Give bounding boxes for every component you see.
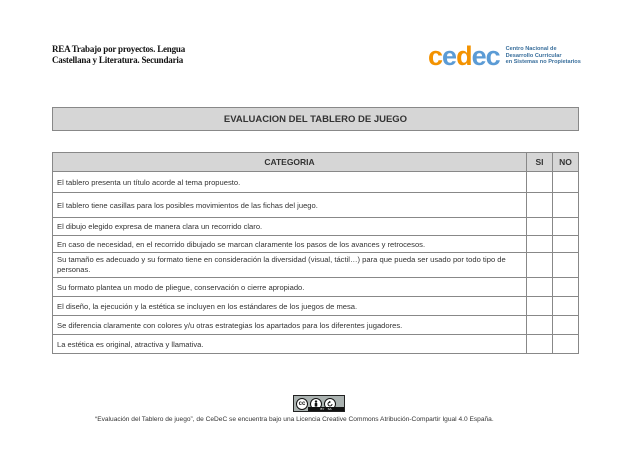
table-row [53, 297, 579, 316]
no-checkbox-cell[interactable] [553, 316, 579, 335]
cedec-logo-wordmark [428, 42, 500, 70]
criterion-cell: El tablero presenta un título acorde al tema propuesto. [53, 172, 527, 193]
license-footer-text: “Evaluación del Tablero de juego”, de CeDeC se encuentra bajo una Licencia Creative Commons Atribución-Compartir Igual 4.0 España. [95, 416, 494, 423]
table-row [53, 172, 579, 193]
no-checkbox-cell[interactable] [553, 236, 579, 253]
cc-icon: cc [296, 398, 308, 410]
criterion-cell: La estética es original, atractiva y llamativa. [53, 335, 527, 354]
document-header-title: REA Trabajo por proyectos. Lengua Castellana y Literatura. Secundaria [52, 44, 185, 65]
no-checkbox-cell[interactable] [553, 297, 579, 316]
creative-commons-badge[interactable] [293, 395, 345, 412]
yes-checkbox-cell[interactable] [527, 172, 553, 193]
no-checkbox-cell[interactable] [553, 335, 579, 354]
criterion-cell: El diseño, la ejecución y la estética se incluyen en los estándares de los juegos de mesa. [53, 297, 527, 316]
criterion-cell: El dibujo elegido expresa de manera clara un recorrido claro. [53, 218, 527, 236]
yes-column-header: SI [527, 153, 553, 172]
yes-checkbox-cell[interactable] [527, 297, 553, 316]
logo-letter: d [456, 41, 472, 71]
no-checkbox-cell[interactable] [553, 278, 579, 297]
table-header-row [53, 153, 579, 172]
table-row [53, 278, 579, 297]
criterion-cell: El tablero tiene casillas para los posibles movimientos de las fichas del juego. [53, 193, 527, 218]
table-row [53, 253, 579, 278]
criterion-cell: Se diferencia claramente con colores y/u otras estrategias los apartados para los diferentes jugadores. [53, 316, 527, 335]
criterion-cell: Su tamaño es adecuado y su formato tiene en consideración la diversidad (visual, táctil…) para que pueda ser usado por todo tipo de personas. [53, 253, 527, 278]
cedec-logo-tagline [506, 46, 581, 66]
yes-checkbox-cell[interactable] [527, 193, 553, 218]
evaluation-title-banner: EVALUACION DEL TABLERO DE JUEGO [52, 107, 579, 131]
category-column-header: CATEGORIA [53, 153, 527, 172]
no-checkbox-cell[interactable] [553, 253, 579, 278]
logo-letter: ec [471, 41, 500, 71]
criterion-cell: En caso de necesidad, en el recorrido dibujado se marcan claramente los pasos de los avances y retrocesos. [53, 236, 527, 253]
cedec-logo [428, 40, 598, 72]
logo-tag-line: Desarrollo Curricular [505, 52, 562, 59]
logo-tag-line: Centro Nacional de [505, 46, 557, 53]
yes-checkbox-cell[interactable] [527, 316, 553, 335]
logo-letter: c [428, 41, 443, 71]
table-row [53, 218, 579, 236]
table-row [53, 236, 579, 253]
sa-label: SA [327, 407, 332, 411]
yes-checkbox-cell[interactable] [527, 236, 553, 253]
no-checkbox-cell[interactable] [553, 172, 579, 193]
by-label: BY [320, 407, 325, 411]
yes-checkbox-cell[interactable] [527, 278, 553, 297]
yes-checkbox-cell[interactable] [527, 218, 553, 236]
yes-checkbox-cell[interactable] [527, 335, 553, 354]
no-checkbox-cell[interactable] [553, 218, 579, 236]
logo-letter: e [442, 41, 457, 71]
criterion-cell: Su formato plantea un modo de pliegue, conservación o cierre apropiado. [53, 278, 527, 297]
evaluation-table [52, 152, 579, 354]
table-row [53, 316, 579, 335]
logo-tag-line: en Sistemas no Propietarios [505, 59, 581, 66]
license-strip [308, 407, 344, 411]
table-row [53, 193, 579, 218]
yes-checkbox-cell[interactable] [527, 253, 553, 278]
no-column-header: NO [553, 153, 579, 172]
no-checkbox-cell[interactable] [553, 193, 579, 218]
table-row [53, 335, 579, 354]
